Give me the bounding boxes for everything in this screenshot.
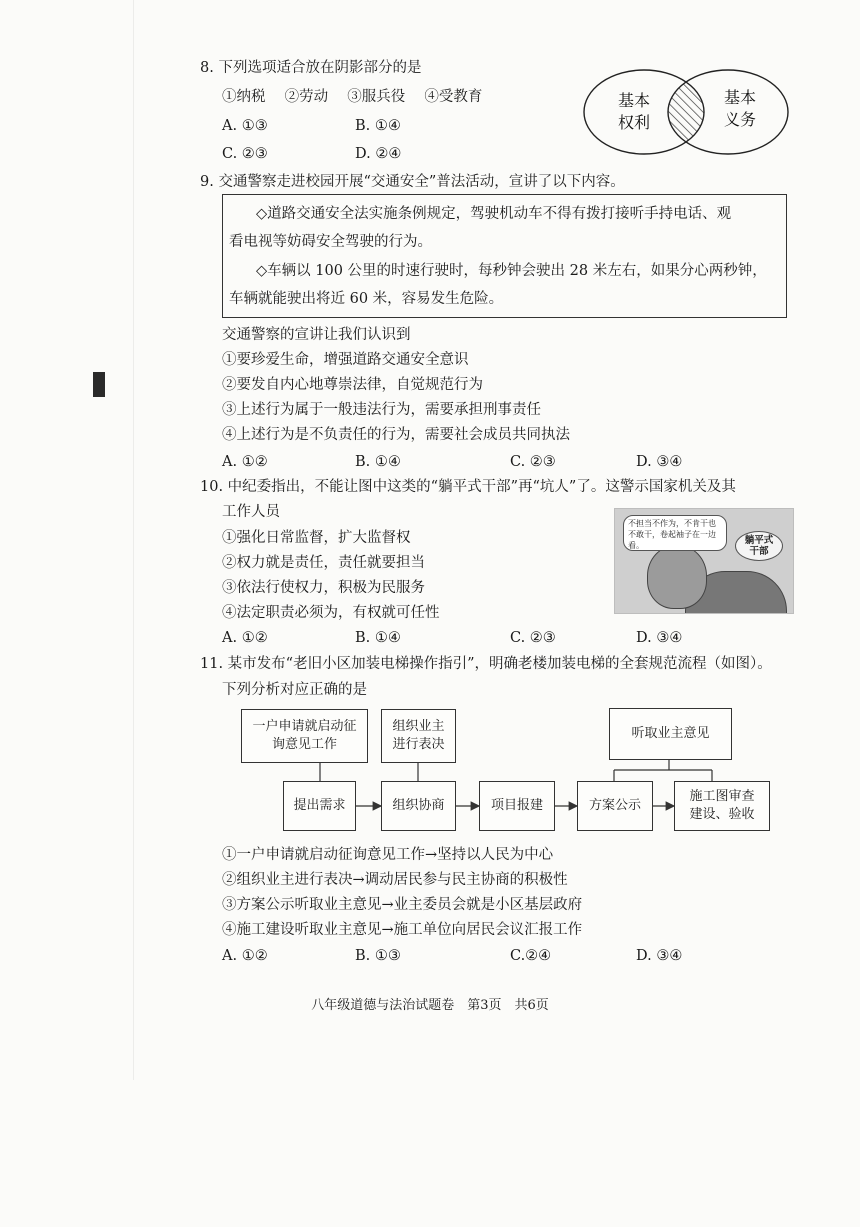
q9-box-line-2: 看电视等妨碍安全驾驶的行为。 bbox=[229, 234, 432, 250]
cartoon-speech-bubble: 不担当不作为，不肯干也不敢干，卷起袖子在一边看。 bbox=[623, 515, 727, 551]
flow-box-vote-line-1: 组织业主 bbox=[392, 719, 445, 734]
q10-item-1: ①强化日常监督，扩大监督权 bbox=[222, 530, 411, 546]
q10-stem-line-1: 10. 中纪委指出，不能让图中这类的“躺平式干部”再“坑人”了。这警示国家机关及其 bbox=[200, 479, 736, 495]
q9-item-2: ②要发自内心地尊崇法律，自觉规范行为 bbox=[222, 377, 483, 393]
venn-left-label-2: 权利 bbox=[618, 113, 651, 132]
q9-item-3: ③上述行为属于一般违法行为，需要承担刑事责任 bbox=[222, 402, 541, 418]
q10-option-b: B. ①④ bbox=[355, 630, 401, 646]
q8-option-d: D. ②④ bbox=[355, 146, 402, 162]
cartoon-face bbox=[647, 545, 707, 609]
q11-item-1: ①一户申请就启动征询意见工作→坚持以人民为中心 bbox=[222, 847, 554, 863]
venn-right-label-1: 基本 bbox=[724, 88, 757, 107]
flow-box-vote-line-2: 进行表决 bbox=[392, 737, 445, 752]
q10-item-3: ③依法行使权力，积极为民服务 bbox=[222, 580, 425, 596]
q8-stem: 8. 下列选项适合放在阴影部分的是 bbox=[200, 60, 422, 76]
q11-option-d: D. ③④ bbox=[636, 948, 683, 964]
flow-step-construction-line-2: 建设、验收 bbox=[689, 807, 755, 822]
q11-item-3: ③方案公示听取业主意见→业主委员会就是小区基层政府 bbox=[222, 897, 583, 913]
q9-option-a: A. ①② bbox=[222, 454, 268, 470]
flow-step-raise-demand: 提出需求 bbox=[283, 781, 356, 831]
flow-box-listen-opinions: 听取业主意见 bbox=[609, 708, 732, 760]
q11-option-b: B. ①③ bbox=[355, 948, 401, 964]
scan-fold-line bbox=[133, 0, 134, 1080]
q11-stem-line-2: 下列分析对应正确的是 bbox=[222, 682, 367, 698]
q9-option-c: C. ②③ bbox=[510, 454, 556, 470]
q11-stem-line-1: 11. 某市发布“老旧小区加装电梯操作指引”，明确老楼加装电梯的全套规范流程（如图）。 bbox=[200, 656, 772, 672]
flow-box-apply-line-2: 询意见工作 bbox=[271, 737, 337, 752]
flow-box-apply bbox=[241, 709, 368, 763]
cartoon-badge-line-1: 躺平式 bbox=[744, 535, 774, 546]
q11-item-2: ②组织业主进行表决→调动居民参与民主协商的积极性 bbox=[222, 872, 568, 888]
q10-item-4: ④法定职责必须为，有权就可任性 bbox=[222, 605, 440, 621]
q9-material-box bbox=[222, 194, 787, 318]
q9-box-line-3: ◇车辆以 100 公里的时速行驶时，每秒钟会驶出 28 米左右，如果分心两秒钟， bbox=[256, 263, 767, 279]
q8-items: ①纳税 ②劳动 ③服兵役 ④受教育 bbox=[222, 89, 483, 105]
q10-option-c: C. ②③ bbox=[510, 630, 556, 646]
q9-option-b: B. ①④ bbox=[355, 454, 401, 470]
q9-lead: 交通警察的宣讲让我们认识到 bbox=[222, 327, 411, 343]
q9-item-4: ④上述行为是不负责任的行为，需要社会成员共同执法 bbox=[222, 427, 570, 443]
q9-box-line-1: ◇道路交通安全法实施条例规定，驾驶机动车不得有拨打接听手持电话、观 bbox=[256, 206, 732, 222]
q11-option-c: C.②④ bbox=[510, 948, 552, 964]
flow-step-construction-line-1: 施工图审查 bbox=[689, 789, 755, 804]
flow-step-project-filing: 项目报建 bbox=[479, 781, 555, 831]
q9-option-d: D. ③④ bbox=[636, 454, 683, 470]
q8-option-a: A. ①③ bbox=[222, 118, 268, 134]
venn-diagram bbox=[580, 66, 792, 158]
q10-option-d: D. ③④ bbox=[636, 630, 683, 646]
page-footer: 八年级道德与法治试题卷 第3页 共6页 bbox=[311, 998, 549, 1013]
q9-stem: 9. 交通警察走进校园开展“交通安全”普法活动，宣讲了以下内容。 bbox=[200, 174, 625, 190]
cartoon-badge bbox=[735, 531, 783, 561]
q10-item-2: ②权力就是责任，责任就要担当 bbox=[222, 555, 425, 571]
flow-step-construction bbox=[674, 781, 770, 831]
q11-option-a: A. ①② bbox=[222, 948, 268, 964]
venn-right-label-2: 义务 bbox=[724, 110, 757, 129]
q9-box-line-4: 车辆就能驶出将近 60 米，容易发生危险。 bbox=[229, 291, 504, 307]
venn-left-label-1: 基本 bbox=[618, 91, 651, 110]
flow-step-organize-consult: 组织协商 bbox=[381, 781, 456, 831]
q10-stem-line-2: 工作人员 bbox=[222, 504, 280, 520]
q8-option-c: C. ②③ bbox=[222, 146, 268, 162]
q11-item-4: ④施工建设听取业主意见→施工单位向居民会议汇报工作 bbox=[222, 922, 583, 938]
lying-flat-cadre-cartoon bbox=[614, 508, 794, 614]
flow-box-vote bbox=[381, 709, 456, 763]
q10-option-a: A. ①② bbox=[222, 630, 268, 646]
q8-option-b: B. ①④ bbox=[355, 118, 401, 134]
flow-step-plan-publicity: 方案公示 bbox=[577, 781, 653, 831]
flow-box-apply-line-1: 一户申请就启动征 bbox=[252, 719, 357, 734]
cartoon-badge-line-2: 干部 bbox=[749, 546, 769, 557]
q9-item-1: ①要珍爱生命，增强道路交通安全意识 bbox=[222, 352, 469, 368]
scan-mark bbox=[93, 372, 105, 397]
